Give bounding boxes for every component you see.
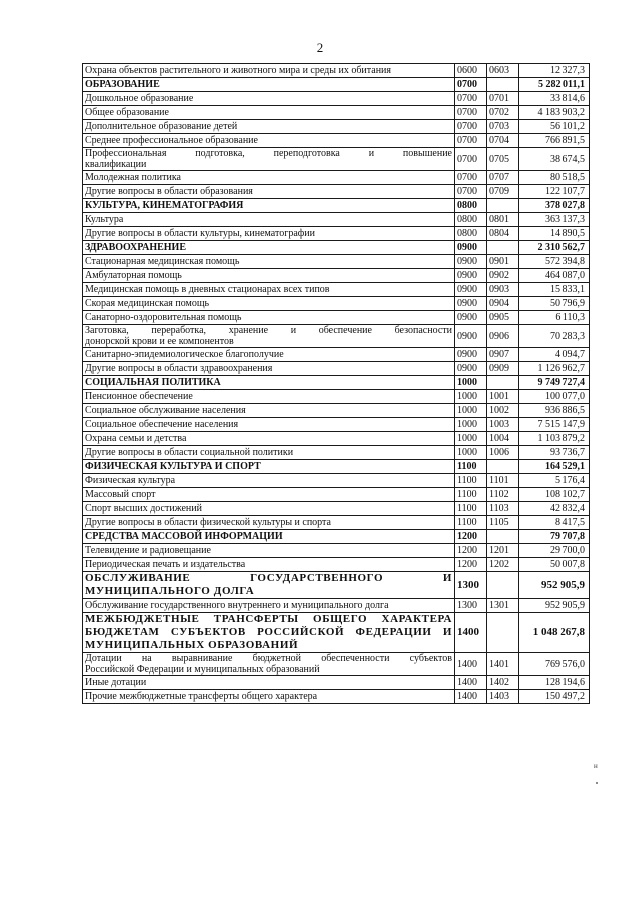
table-row [83,311,590,325]
section-code: 1200 [455,544,487,558]
row-name: Иные дотации [83,676,455,690]
table-row [83,148,590,171]
row-amount: 50 007,8 [519,558,590,572]
row-amount: 1 126 962,7 [519,362,590,376]
row-name: Санаторно-оздоровительная помощь [83,311,455,325]
subsection-code: 0909 [487,362,519,376]
table-row [83,544,590,558]
section-code: 1000 [455,418,487,432]
table-row [83,432,590,446]
row-amount: 4 183 903,2 [519,106,590,120]
subsection-code: 1006 [487,446,519,460]
subsection-code: 1003 [487,418,519,432]
row-name-line: квалификации [85,159,147,170]
section-row [83,613,590,653]
row-amount: 464 087,0 [519,269,590,283]
subsection-code: 1001 [487,390,519,404]
section-code: 1300 [455,599,487,613]
row-amount: 79 707,8 [519,530,590,544]
section-code: 1000 [455,404,487,418]
table-row [83,418,590,432]
row-name: Пенсионное обеспечение [83,390,455,404]
table-row [83,92,590,106]
row-name: СОЦИАЛЬНАЯ ПОЛИТИКА [83,376,455,390]
section-code: 1100 [455,474,487,488]
row-amount: 56 101,2 [519,120,590,134]
section-code: 1100 [455,502,487,516]
table-row [83,474,590,488]
row-amount: 108 102,7 [519,488,590,502]
section-code: 0700 [455,148,487,171]
row-name-line: Профессиональная подготовка, переподготовка и повышение [85,148,452,159]
subsection-code: 1105 [487,516,519,530]
section-code: 0900 [455,297,487,311]
subsection-code: 0907 [487,348,519,362]
subsection-code: 1002 [487,404,519,418]
section-row [83,199,590,213]
row-name: Стационарная медицинская помощь [83,255,455,269]
table-row [83,488,590,502]
section-code: 0700 [455,134,487,148]
subsection-code: 0804 [487,227,519,241]
section-code: 1300 [455,572,487,599]
section-code: 1400 [455,613,487,653]
section-code: 0700 [455,185,487,199]
table-row [83,558,590,572]
budget-table [82,63,590,704]
row-name: ЗДРАВООХРАНЕНИЕ [83,241,455,255]
row-name-line: Дотации на выравнивание бюджетной обеспеченности субъектов [85,653,452,664]
row-name-line: донорской крови и ее компонентов [85,336,234,347]
row-name: Дошкольное образование [83,92,455,106]
subsection-code: 1401 [487,653,519,676]
section-row [83,572,590,599]
section-code: 1200 [455,530,487,544]
row-amount: 150 497,2 [519,690,590,704]
row-name: Периодическая печать и издательства [83,558,455,572]
subsection-code: 0603 [487,64,519,78]
budget-table-body [83,64,590,704]
table-row [83,185,590,199]
section-code: 0900 [455,241,487,255]
row-amount: 2 310 562,7 [519,241,590,255]
subsection-code [487,530,519,544]
row-name: Массовый спорт [83,488,455,502]
row-name: Охрана семьи и детства [83,432,455,446]
table-row [83,227,590,241]
table-row [83,297,590,311]
row-amount: 70 283,3 [519,325,590,348]
subsection-code: 0709 [487,185,519,199]
table-row [83,134,590,148]
section-row [83,460,590,474]
table-row [83,516,590,530]
section-code: 0700 [455,171,487,185]
row-name: Телевидение и радиовещание [83,544,455,558]
section-code: 0900 [455,325,487,348]
subsection-code [487,376,519,390]
table-row [83,390,590,404]
row-amount: 8 417,5 [519,516,590,530]
section-code: 1100 [455,488,487,502]
subsection-code: 1402 [487,676,519,690]
row-amount: 9 749 727,4 [519,376,590,390]
row-amount: 38 674,5 [519,148,590,171]
row-name: Социальное обслуживание населения [83,404,455,418]
table-row [83,106,590,120]
table-row [83,502,590,516]
row-name: Скорая медицинская помощь [83,297,455,311]
row-amount: 164 529,1 [519,460,590,474]
table-row [83,446,590,460]
row-amount: 936 886,5 [519,404,590,418]
section-code: 0700 [455,92,487,106]
subsection-code: 0705 [487,148,519,171]
row-name: Амбулаторная помощь [83,269,455,283]
subsection-code: 0703 [487,120,519,134]
subsection-code: 0905 [487,311,519,325]
row-amount: 29 700,0 [519,544,590,558]
page-number: 2 [316,40,324,55]
row-amount: 100 077,0 [519,390,590,404]
table-row [83,171,590,185]
row-name [83,148,455,171]
row-amount: 128 194,6 [519,676,590,690]
section-row [83,376,590,390]
row-name: Медицинская помощь в дневных стационарах всех типов [83,283,455,297]
section-row [83,530,590,544]
row-amount: 12 327,3 [519,64,590,78]
table-row [83,653,590,676]
table-row [83,676,590,690]
section-code: 0700 [455,78,487,92]
row-amount: 5 282 011,1 [519,78,590,92]
edge-dot [596,782,598,784]
row-name-line: МУНИЦИПАЛЬНЫХ ОБРАЗОВАНИЙ [85,639,299,651]
row-name-line: Российской Федерации и муниципальных образований [85,664,320,675]
row-name-line: БЮДЖЕТАМ СУБЪЕКТОВ РОССИЙСКОЙ ФЕДЕРАЦИИ И [85,626,452,638]
section-code: 1000 [455,376,487,390]
row-name [83,325,455,348]
row-amount: 1 048 267,8 [519,613,590,653]
section-code: 0700 [455,120,487,134]
subsection-code [487,572,519,599]
row-name: ОБРАЗОВАНИЕ [83,78,455,92]
row-name: Социальное обеспечение населения [83,418,455,432]
row-name [83,572,455,599]
row-name-line: ОБСЛУЖИВАНИЕ ГОСУДАРСТВЕННОГО И [85,572,452,584]
row-amount: 766 891,5 [519,134,590,148]
section-code: 0700 [455,106,487,120]
row-name: Молодежная политика [83,171,455,185]
row-name: КУЛЬТУРА, КИНЕМАТОГРАФИЯ [83,199,455,213]
subsection-code: 1004 [487,432,519,446]
section-code: 1000 [455,446,487,460]
row-name [83,613,455,653]
subsection-code: 0904 [487,297,519,311]
table-row [83,325,590,348]
table-row [83,255,590,269]
section-code: 1000 [455,432,487,446]
row-name-line: МУНИЦИПАЛЬНОГО ДОЛГА [85,585,255,597]
section-code: 0900 [455,311,487,325]
subsection-code: 0801 [487,213,519,227]
section-code: 0800 [455,227,487,241]
section-code: 1400 [455,653,487,676]
table-row [83,348,590,362]
table-row [83,404,590,418]
row-amount: 93 736,7 [519,446,590,460]
subsection-code [487,613,519,653]
row-amount: 952 905,9 [519,572,590,599]
table-row [83,599,590,613]
row-name: Культура [83,213,455,227]
section-code: 0900 [455,255,487,269]
table-row [83,120,590,134]
section-code: 0800 [455,213,487,227]
row-name: Другие вопросы в области культуры, кинематографии [83,227,455,241]
row-amount: 5 176,4 [519,474,590,488]
subsection-code: 1202 [487,558,519,572]
row-name: Санитарно-эпидемиологическое благополучие [83,348,455,362]
section-code: 1000 [455,390,487,404]
subsection-code: 1103 [487,502,519,516]
section-code: 0800 [455,199,487,213]
row-name: Дополнительное образование детей [83,120,455,134]
row-name: Среднее профессиональное образование [83,134,455,148]
section-code: 0900 [455,269,487,283]
row-name-line: Заготовка, переработка, хранение и обеспечение безопасности [85,325,452,336]
section-code: 0900 [455,362,487,376]
section-row [83,241,590,255]
row-name: Другие вопросы в области физической культуры и спорта [83,516,455,530]
row-name: Другие вопросы в области образования [83,185,455,199]
section-row [83,78,590,92]
row-amount: 80 518,5 [519,171,590,185]
row-amount: 572 394,8 [519,255,590,269]
subsection-code: 0903 [487,283,519,297]
subsection-code: 0902 [487,269,519,283]
row-amount: 7 515 147,9 [519,418,590,432]
row-name-line: МЕЖБЮДЖЕТНЫЕ ТРАНСФЕРТЫ ОБЩЕГО ХАРАКТЕРА [85,613,452,625]
row-amount: 363 137,3 [519,213,590,227]
row-name: Другие вопросы в области здравоохранения [83,362,455,376]
row-name: Общее образование [83,106,455,120]
subsection-code: 1201 [487,544,519,558]
subsection-code: 0906 [487,325,519,348]
subsection-code: 0701 [487,92,519,106]
row-amount: 15 833,1 [519,283,590,297]
row-amount: 122 107,7 [519,185,590,199]
section-code: 0600 [455,64,487,78]
row-amount: 1 103 879,2 [519,432,590,446]
row-amount: 378 027,8 [519,199,590,213]
row-amount: 952 905,9 [519,599,590,613]
subsection-code: 0704 [487,134,519,148]
subsection-code: 1102 [487,488,519,502]
row-name: СРЕДСТВА МАССОВОЙ ИНФОРМАЦИИ [83,530,455,544]
row-name: Прочие межбюджетные трансферты общего характера [83,690,455,704]
table-row [83,283,590,297]
table-row [83,64,590,78]
edge-mark: н [594,762,598,770]
table-row [83,269,590,283]
row-name [83,653,455,676]
subsection-code [487,78,519,92]
row-amount: 4 094,7 [519,348,590,362]
row-amount: 50 796,9 [519,297,590,311]
subsection-code [487,460,519,474]
subsection-code: 0901 [487,255,519,269]
subsection-code: 1403 [487,690,519,704]
row-name: Охрана объектов растительного и животного мира и среды их обитания [83,64,455,78]
subsection-code: 0707 [487,171,519,185]
subsection-code [487,199,519,213]
subsection-code: 1101 [487,474,519,488]
subsection-code: 1301 [487,599,519,613]
subsection-code [487,241,519,255]
subsection-code: 0702 [487,106,519,120]
row-name: Обслуживание государственного внутреннего и муниципального долга [83,599,455,613]
row-name: ФИЗИЧЕСКАЯ КУЛЬТУРА И СПОРТ [83,460,455,474]
row-name: Спорт высших достижений [83,502,455,516]
section-code: 0900 [455,283,487,297]
table-row [83,362,590,376]
row-amount: 6 110,3 [519,311,590,325]
table-row [83,690,590,704]
section-code: 1400 [455,690,487,704]
row-amount: 769 576,0 [519,653,590,676]
section-code: 1100 [455,460,487,474]
section-code: 0900 [455,348,487,362]
section-code: 1100 [455,516,487,530]
row-amount: 42 832,4 [519,502,590,516]
section-code: 1200 [455,558,487,572]
section-code: 1400 [455,676,487,690]
row-amount: 33 814,6 [519,92,590,106]
row-amount: 14 890,5 [519,227,590,241]
row-name: Другие вопросы в области социальной политики [83,446,455,460]
table-row [83,213,590,227]
row-name: Физическая культура [83,474,455,488]
